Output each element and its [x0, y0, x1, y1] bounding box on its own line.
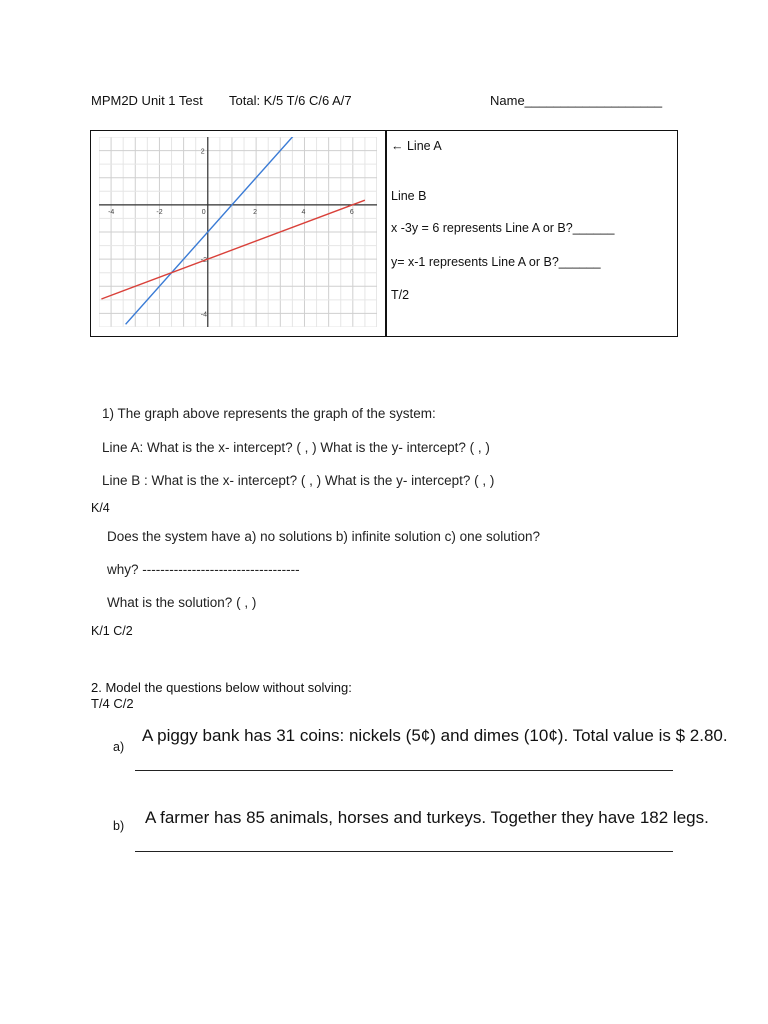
q2-mark: T/4 C/2 [91, 696, 134, 711]
q1-intro: 1) The graph above represents the graph of the system: [102, 406, 436, 421]
q1-solution[interactable]: What is the solution? ( , ) [107, 595, 257, 610]
q1-solutions[interactable]: Does the system have a) no solutions b) infinite solution c) one solution? [107, 529, 540, 544]
name-field[interactable]: Name___________________ [490, 93, 663, 108]
line-a-label: ← Line A [391, 139, 442, 153]
box-mark: T/2 [391, 288, 410, 302]
series-line-2 [101, 200, 365, 299]
x-tick-label: -2 [156, 208, 163, 216]
series-line-1 [126, 137, 298, 324]
graph-table [90, 130, 678, 337]
coordinate-graph [99, 137, 377, 327]
y-tick-label: -2 [200, 257, 208, 265]
line-b-label: Line B [391, 189, 427, 203]
x-tick-label: -4 [108, 208, 115, 216]
x-tick-label: 2 [253, 208, 258, 216]
y-tick-label: 2 [200, 148, 205, 156]
q2-a-text: A piggy bank has 31 coins: nickels (5¢) and dimes (10¢). Total value is $ 2.80. [142, 726, 728, 745]
x-tick-label: 6 [349, 208, 354, 216]
q1-why[interactable]: why? ----------------------------------- [107, 562, 300, 577]
x-tick-label: 4 [301, 208, 306, 216]
q1-line-b[interactable]: Line B : What is the x- intercept? ( , ) What is the y- intercept? ( , ) [102, 473, 495, 488]
total-marks: Total: K/5 T/6 C/6 A/7 [229, 93, 352, 108]
table-divider [385, 131, 387, 336]
q2-a-label: a) [113, 740, 125, 754]
q1-mark-2: K/1 C/2 [91, 624, 133, 638]
q1-line-a[interactable]: Line A: What is the x- intercept? ( , ) What is the y- intercept? ( , ) [102, 440, 490, 455]
course-title: MPM2D Unit 1 Test [91, 93, 203, 108]
question-line-a-or-b-1[interactable]: x -3y = 6 represents Line A or B?______ [391, 221, 615, 235]
q2-title: 2. Model the questions below without solving: [91, 680, 352, 695]
q1-mark-1: K/4 [91, 501, 110, 515]
q2-b-text: A farmer has 85 animals, horses and turkeys. Together they have 182 legs. [145, 808, 709, 827]
q2-b-answer-line[interactable] [135, 851, 673, 852]
q2-b-label: b) [113, 819, 125, 833]
question-line-a-or-b-2[interactable]: y= x-1 represents Line A or B?______ [391, 255, 601, 269]
y-tick-label: -4 [200, 311, 208, 319]
x-tick-label: 0 [201, 208, 206, 216]
q2-a-answer-line[interactable] [135, 770, 673, 771]
